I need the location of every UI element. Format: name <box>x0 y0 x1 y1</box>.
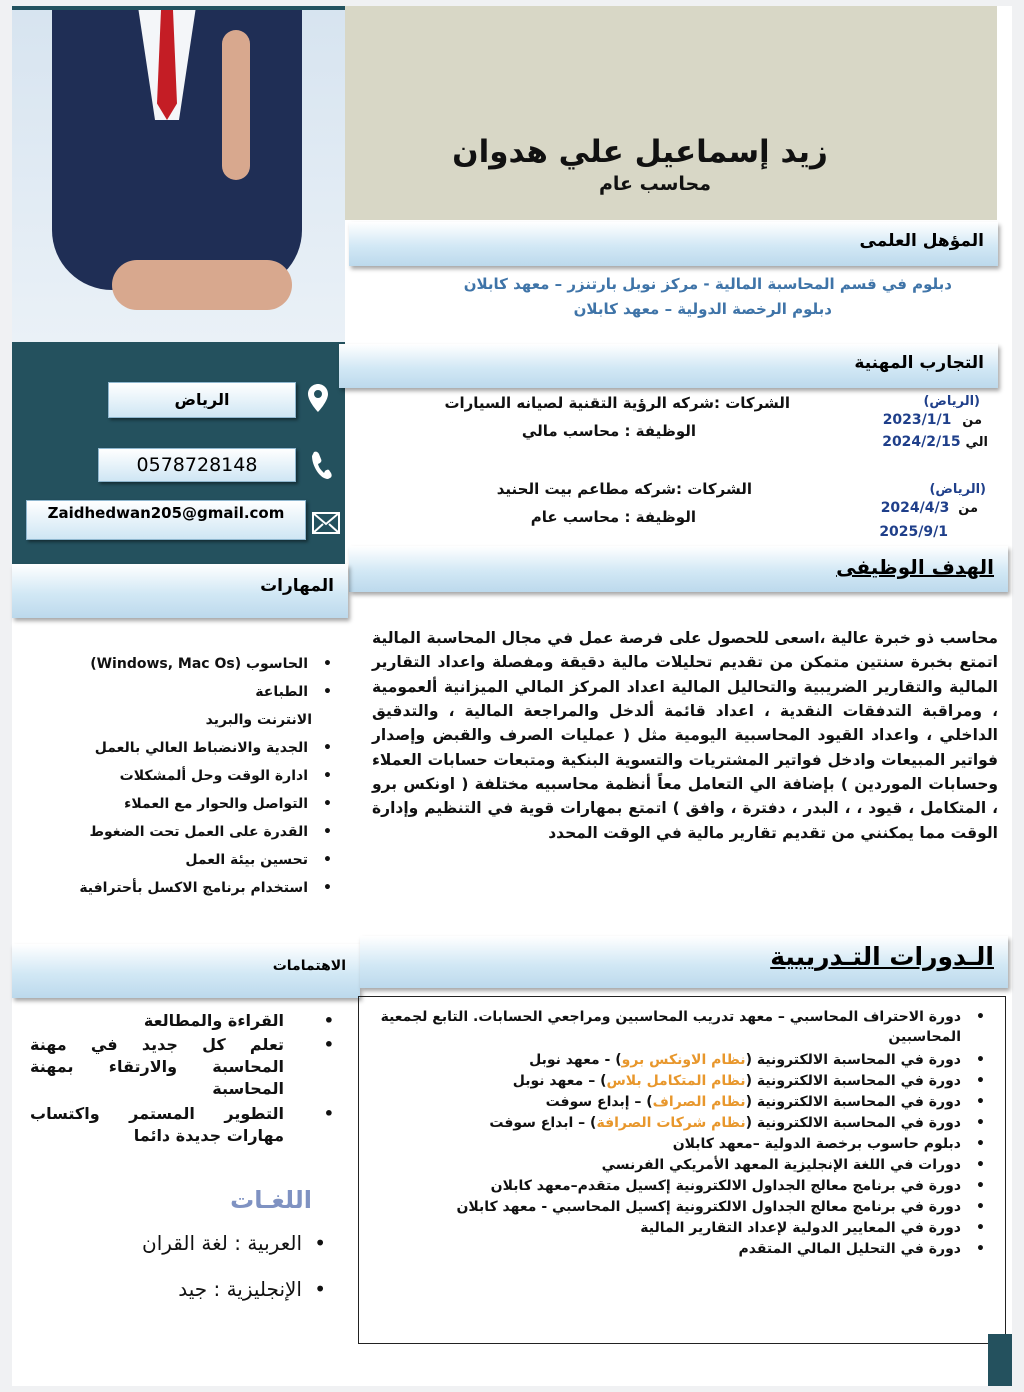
languages-section <box>92 1186 332 1312</box>
skills-heading: المهارات <box>260 576 334 596</box>
course-text: دورة في المعايير الدولية لإعداد التقارير المالية <box>640 1219 961 1236</box>
course-text: دورة الاحتراف المحاسبي – معهد تدريب المحاسبين ومراجعي الحسابات. التابع لجمعية المحاسبين <box>380 1009 961 1046</box>
course-text: دبلوم حاسوب برخصة الدولية –معهد كابلان <box>672 1135 961 1152</box>
experience-heading: التجارب المهنية <box>854 353 984 373</box>
course-item <box>369 1134 991 1155</box>
language-item: • الإنجليزية : جيد <box>92 1266 332 1312</box>
course-item <box>369 1050 991 1071</box>
goal-heading-bar <box>349 546 1008 592</box>
courses-box <box>358 996 1006 1344</box>
course-text: ) – ابداع سوفت <box>489 1114 597 1131</box>
skills-heading-bar <box>12 564 348 618</box>
contact-panel <box>12 342 345 564</box>
location-text: الرياض <box>174 390 230 409</box>
experience-to-date: 2025/9/1 <box>879 524 948 540</box>
skill-item: • القدرة على العمل تحت الضغوط <box>28 818 338 846</box>
course-item <box>369 1197 991 1218</box>
course-system-highlight: نظام الصراف <box>652 1093 746 1110</box>
course-text: دورة في المحاسبة الالكترونية ( <box>745 1093 961 1110</box>
interest-item: • القراءة والمطالعة <box>30 1008 340 1034</box>
goal-heading: الهدف الوظيفى <box>836 555 994 579</box>
course-text: ) – إبداع سوفت <box>545 1093 653 1110</box>
course-text: ) – معهد نوبل <box>512 1072 607 1089</box>
experience-item <box>402 392 1002 462</box>
skill-item: • الجدية والانضباط العالي بالعمل <box>28 734 338 762</box>
course-item <box>369 1113 991 1134</box>
experience-job: الوظيفة : محاسب مالي <box>521 422 696 440</box>
experience-company: الشركات :شركه الرؤية التقنية لصيانه السيارات <box>444 394 790 412</box>
language-item: • العربية : لغة القران <box>92 1220 332 1266</box>
course-item <box>369 1176 991 1197</box>
experience-city: (الرياض) <box>923 394 980 409</box>
resume-page <box>12 6 1012 1386</box>
interests-heading-bar <box>12 944 360 998</box>
from-label: من <box>962 413 982 428</box>
course-text: دورات في اللغة الإنجليزية المعهد الأمريكي الفرنسي <box>601 1156 961 1173</box>
profile-photo <box>12 6 345 342</box>
courses-heading-bar <box>360 936 1008 988</box>
course-text: دورة في برنامج معالج الجداول الالكترونية إكسيل المحاسبي - معهد كابلان <box>456 1198 961 1215</box>
interest-item: • تعلم كل جديد في مهنة المحاسبة والارتقاء بمهنة المحاسبة <box>30 1034 340 1101</box>
mail-icon <box>312 510 340 540</box>
qualification-heading-bar <box>349 222 998 266</box>
experience-item <box>402 478 1002 548</box>
phone-icon <box>310 450 332 486</box>
phone-box <box>98 448 296 482</box>
course-item <box>369 1071 991 1092</box>
email-text[interactable]: Zaidhedwan205@gmail.com <box>47 504 285 522</box>
experience-heading-bar <box>339 344 998 388</box>
skill-item: الانترنت والبريد <box>205 712 312 728</box>
qualification-list <box>412 272 952 322</box>
course-item <box>369 1155 991 1176</box>
location-box <box>108 382 296 418</box>
course-text: دورة في المحاسبة الالكترونية ( <box>745 1114 961 1131</box>
course-text: دورة في برنامج معالج الجداول الالكترونية إكسيل متقدم–معهد كابلان <box>490 1177 961 1194</box>
phone-text: 0578728148 <box>136 454 258 476</box>
experience-job: الوظيفة : محاسب عام <box>530 508 696 526</box>
interests-list <box>30 1008 340 1148</box>
corner-accent <box>988 1334 1012 1386</box>
qualification-line: دبلوم الرخصة الدولية – معهد كابلان <box>573 299 832 318</box>
from-label: من <box>958 501 978 516</box>
qualification-heading: المؤهل العلمى <box>859 231 984 251</box>
experience-to-date: 2024/2/15 <box>882 434 961 450</box>
experience-from-date: 2024/4/3 <box>880 500 950 516</box>
experience-from-date: 2023/1/1 <box>882 412 952 428</box>
qualification-line: دبلوم في قسم المحاسبة المالية - مركز نوبل بارتنزر – معهد كابلان <box>463 275 952 293</box>
skill-item: • ادارة الوقت وحل ألمشكلات <box>28 762 338 790</box>
header-band <box>345 6 997 220</box>
course-item <box>369 1092 991 1113</box>
skill-item: • استخدام برنامج الاكسل بأحترافية <box>28 874 338 902</box>
course-item <box>369 1239 991 1260</box>
goal-text: محاسب ذو خبرة عالية ،اسعى للحصول على فرصة عمل في مجال المحاسبة المالية اتمتع بخبرة سنتين متمكن من تقديم تحليلات مالية دقيقة ومفصلة واعداد التقارير المالية والتقارير الضريبية والتحاليل المالية اعداد المركز المالي الميزانية ألعمومية ، ومراقبة التدفقات النقدية ، اعداد قائمة ألدخل والمراجعة المالية ، والتدقيق الداخلي ، واعداد القيود المحاسبية اليومية مثل ( عمليات الصرف والقبض وإصدار فواتير المبيعات وادخل فواتير المشتريات والتسوية البنكية ومتبعات حسابات العملاء وحسابات الموردين ) بإضافة الي التعامل معاً أنظمة محاسبيه مختلفة ( اونكس برو ، المتكامل ، قيود ، ، البدر ، دفترة ، وافق ) اتمتع بمهارات قوية في التنظيم وإدارة الوقت مما يمكنني من تقديم تقارير مالية في الوقت المحدد <box>372 629 998 842</box>
course-text: دورة في المحاسبة الالكترونية ( <box>745 1072 961 1089</box>
skill-item: • الحاسوب (Windows, Mac Os) <box>28 650 338 678</box>
languages-heading: اللغـات <box>230 1186 312 1214</box>
location-pin-icon <box>308 384 328 418</box>
courses-list <box>369 1007 991 1260</box>
course-item <box>369 1218 991 1239</box>
course-system-highlight: نظام الاونكس برو <box>621 1051 746 1068</box>
experience-city: (الرياض) <box>929 482 986 497</box>
experience-company: الشركات :شركه مطاعم بيت الحنيد <box>496 480 752 498</box>
course-system-highlight: نظام شركات الصرافة <box>596 1114 746 1131</box>
skill-item: • الطباعة <box>28 678 338 706</box>
course-text: ) - معهد نوبل <box>529 1051 622 1068</box>
skills-list <box>28 650 338 902</box>
skill-item: • التواصل والحوار مع العملاء <box>28 790 338 818</box>
job-title: محاسب عام <box>598 173 712 196</box>
course-text: دورة في المحاسبة الالكترونية ( <box>745 1051 961 1068</box>
course-text: دورة في التحليل المالي المتقدم <box>738 1240 961 1257</box>
course-system-highlight: نظام المتكامل بلاس <box>606 1072 746 1089</box>
to-label: الي <box>965 435 988 450</box>
interest-item: • التطوير المستمر واكتساب مهارات جديدة دائما <box>30 1103 340 1148</box>
course-item <box>369 1007 991 1048</box>
email-box[interactable] <box>26 500 306 540</box>
full-name: زيد إسماعيل علي هدوان <box>452 134 828 170</box>
skill-item: • تحسين بيئة العمل <box>28 846 338 874</box>
courses-heading: الـدورات التـدريبية <box>770 942 994 971</box>
interests-heading: الاهتمامات <box>272 958 346 974</box>
